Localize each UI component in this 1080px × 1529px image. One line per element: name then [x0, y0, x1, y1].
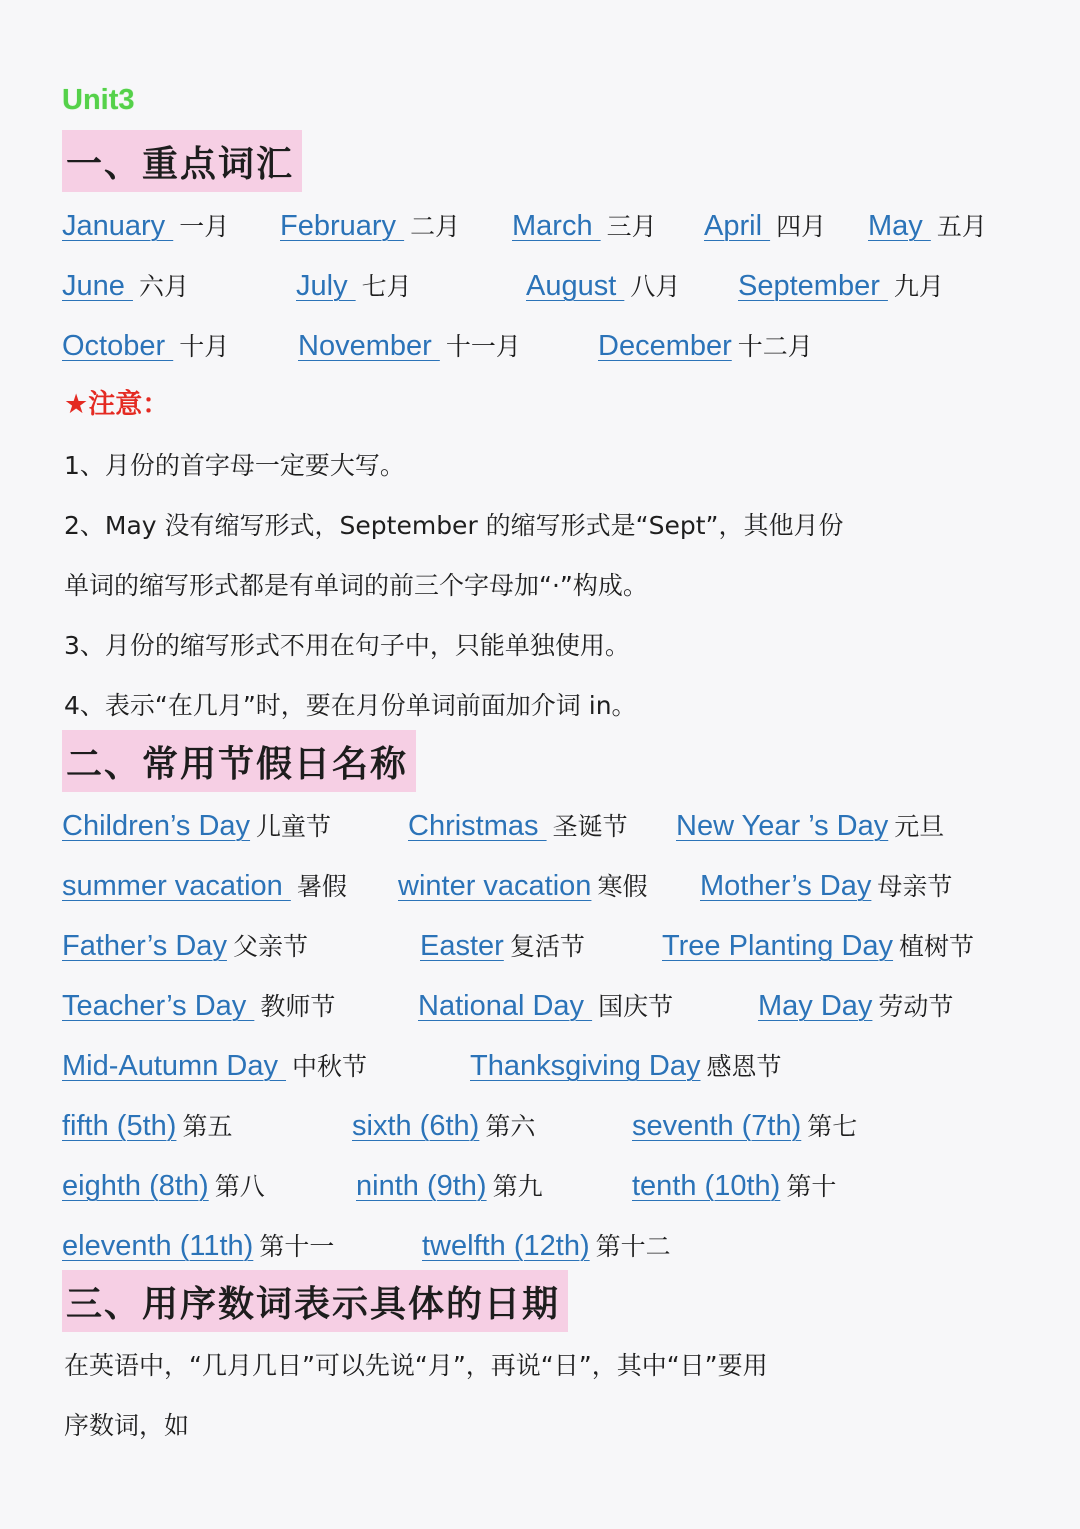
dates-paragraph-line-2: 序数词，如 — [64, 1411, 190, 1440]
note-line-2: 2、May 没有缩写形式，September 的缩写形式是“Sept”，其他月份 — [64, 511, 844, 540]
holiday-chinese: 父亲节 — [232, 932, 308, 961]
ordinal-english: fifth (5th) — [62, 1110, 177, 1142]
month-english: November — [298, 330, 440, 362]
holiday-item — [62, 866, 347, 910]
note-line-1: 1、月份的首字母一定要大写。 — [64, 451, 405, 480]
ordinal-item — [62, 1226, 334, 1270]
holiday-chinese: 国庆节 — [598, 992, 674, 1021]
month-chinese: 十一月 — [445, 332, 521, 361]
month-english: August — [526, 270, 625, 302]
month-chinese: 一月 — [179, 212, 230, 241]
month-chinese: 十二月 — [737, 332, 813, 361]
ordinal-english: sixth (6th) — [352, 1110, 480, 1142]
holiday-english: Christmas — [408, 810, 547, 842]
ordinal-chinese: 第七 — [807, 1112, 858, 1141]
holiday-english: Thanksgiving Day — [470, 1050, 701, 1082]
holiday-english: New Year ’s Day — [676, 810, 889, 842]
section-heading-dates: 三、用序数词表示具体的日期 — [62, 1270, 568, 1332]
holiday-chinese: 劳动节 — [878, 992, 954, 1021]
holiday-english: Teacher’s Day — [62, 990, 255, 1022]
month-chinese: 十月 — [179, 332, 230, 361]
month-english: April — [704, 210, 771, 242]
holiday-item — [470, 1046, 782, 1090]
ordinal-item — [62, 1106, 232, 1150]
ordinal-chinese: 第十一 — [259, 1232, 335, 1261]
month-english: October — [62, 330, 174, 362]
month-english: March — [512, 210, 601, 242]
holiday-english: National Day — [418, 990, 593, 1022]
month-item — [704, 206, 826, 250]
holiday-item — [758, 986, 953, 1030]
holiday-item — [62, 926, 308, 970]
holiday-chinese: 元旦 — [894, 812, 945, 841]
section-heading-holidays: 二、常用节假日名称 — [62, 730, 416, 792]
ordinal-english: eighth (8th) — [62, 1170, 209, 1202]
month-item — [868, 206, 987, 250]
note-line-2-continued: 单词的缩写形式都是有单词的前三个字母加“·”构成。 — [64, 571, 648, 600]
ordinal-chinese: 第五 — [182, 1112, 233, 1141]
holiday-english: Tree Planting Day — [662, 930, 894, 962]
month-english: May — [868, 210, 931, 242]
section-heading-vocabulary: 一、重点词汇 — [62, 130, 302, 192]
month-chinese: 八月 — [630, 272, 681, 301]
month-item — [298, 326, 521, 370]
ordinal-item — [352, 1106, 535, 1150]
holiday-chinese: 圣诞节 — [552, 812, 628, 841]
month-item — [280, 206, 460, 250]
ordinal-chinese: 第十二 — [595, 1232, 671, 1261]
dates-paragraph-line-1: 在英语中，“几月几日”可以先说“月”，再说“日”，其中“日”要用 — [64, 1351, 768, 1380]
ordinal-item — [422, 1226, 671, 1270]
month-item — [598, 326, 813, 370]
holiday-english: Mid-Autumn Day — [62, 1050, 287, 1082]
holiday-item — [418, 986, 673, 1030]
holiday-chinese: 教师节 — [260, 992, 336, 1021]
month-chinese: 二月 — [410, 212, 461, 241]
month-item — [62, 326, 229, 370]
month-chinese: 九月 — [893, 272, 944, 301]
holiday-item — [398, 866, 647, 910]
month-chinese: 六月 — [138, 272, 189, 301]
month-english: July — [296, 270, 356, 302]
ordinal-english: eleventh (11th) — [62, 1230, 254, 1262]
holiday-item — [700, 866, 952, 910]
month-item — [62, 266, 189, 310]
note-line-4: 4、表示“在几月”时，要在月份单词前面加介词 in。 — [64, 691, 637, 720]
month-chinese: 七月 — [361, 272, 412, 301]
holiday-english: Easter — [420, 930, 504, 962]
holiday-english: winter vacation — [398, 870, 592, 902]
ordinal-english: seventh (7th) — [632, 1110, 802, 1142]
holiday-chinese: 寒假 — [597, 872, 648, 901]
ordinal-english: tenth (10th) — [632, 1170, 781, 1202]
holiday-english: summer vacation — [62, 870, 291, 902]
holiday-english: Children’s Day — [62, 810, 251, 842]
ordinal-chinese: 第九 — [492, 1172, 543, 1201]
unit-title: Unit3 — [62, 84, 135, 116]
ordinal-chinese: 第六 — [485, 1112, 536, 1141]
holiday-item — [408, 806, 628, 850]
note-heading: ★注意： — [64, 389, 170, 420]
month-item — [512, 206, 657, 250]
holiday-item — [420, 926, 585, 970]
month-english: December — [598, 330, 732, 362]
holiday-chinese: 植树节 — [899, 932, 975, 961]
month-chinese: 五月 — [936, 212, 987, 241]
holiday-english: May Day — [758, 990, 873, 1022]
month-item — [526, 266, 680, 310]
holiday-item — [62, 806, 331, 850]
month-chinese: 四月 — [776, 212, 827, 241]
holiday-chinese: 复活节 — [509, 932, 585, 961]
ordinal-chinese: 第十 — [786, 1172, 837, 1201]
month-english: February — [280, 210, 405, 242]
holiday-chinese: 暑假 — [296, 872, 347, 901]
ordinal-item — [632, 1106, 857, 1150]
ordinal-english: ninth (9th) — [356, 1170, 487, 1202]
ordinal-item — [632, 1166, 836, 1210]
holiday-item — [662, 926, 974, 970]
ordinal-chinese: 第八 — [214, 1172, 265, 1201]
month-english: January — [62, 210, 174, 242]
holiday-english: Mother’s Day — [700, 870, 872, 902]
month-english: September — [738, 270, 888, 302]
holiday-item — [62, 1046, 367, 1090]
ordinal-item — [356, 1166, 543, 1210]
month-item — [62, 206, 229, 250]
holiday-chinese: 感恩节 — [706, 1052, 782, 1081]
holiday-chinese: 中秋节 — [292, 1052, 368, 1081]
ordinal-english: twelfth (12th) — [422, 1230, 590, 1262]
holiday-english: Father’s Day — [62, 930, 227, 962]
note-line-3: 3、月份的缩写形式不用在句子中，只能单独使用。 — [64, 631, 630, 660]
month-item — [738, 266, 944, 310]
ordinal-item — [62, 1166, 265, 1210]
holiday-item — [676, 806, 944, 850]
holiday-chinese: 儿童节 — [256, 812, 332, 841]
month-english: June — [62, 270, 133, 302]
holiday-chinese: 母亲节 — [877, 872, 953, 901]
month-chinese: 三月 — [606, 212, 657, 241]
month-item — [296, 266, 412, 310]
holiday-item — [62, 986, 335, 1030]
